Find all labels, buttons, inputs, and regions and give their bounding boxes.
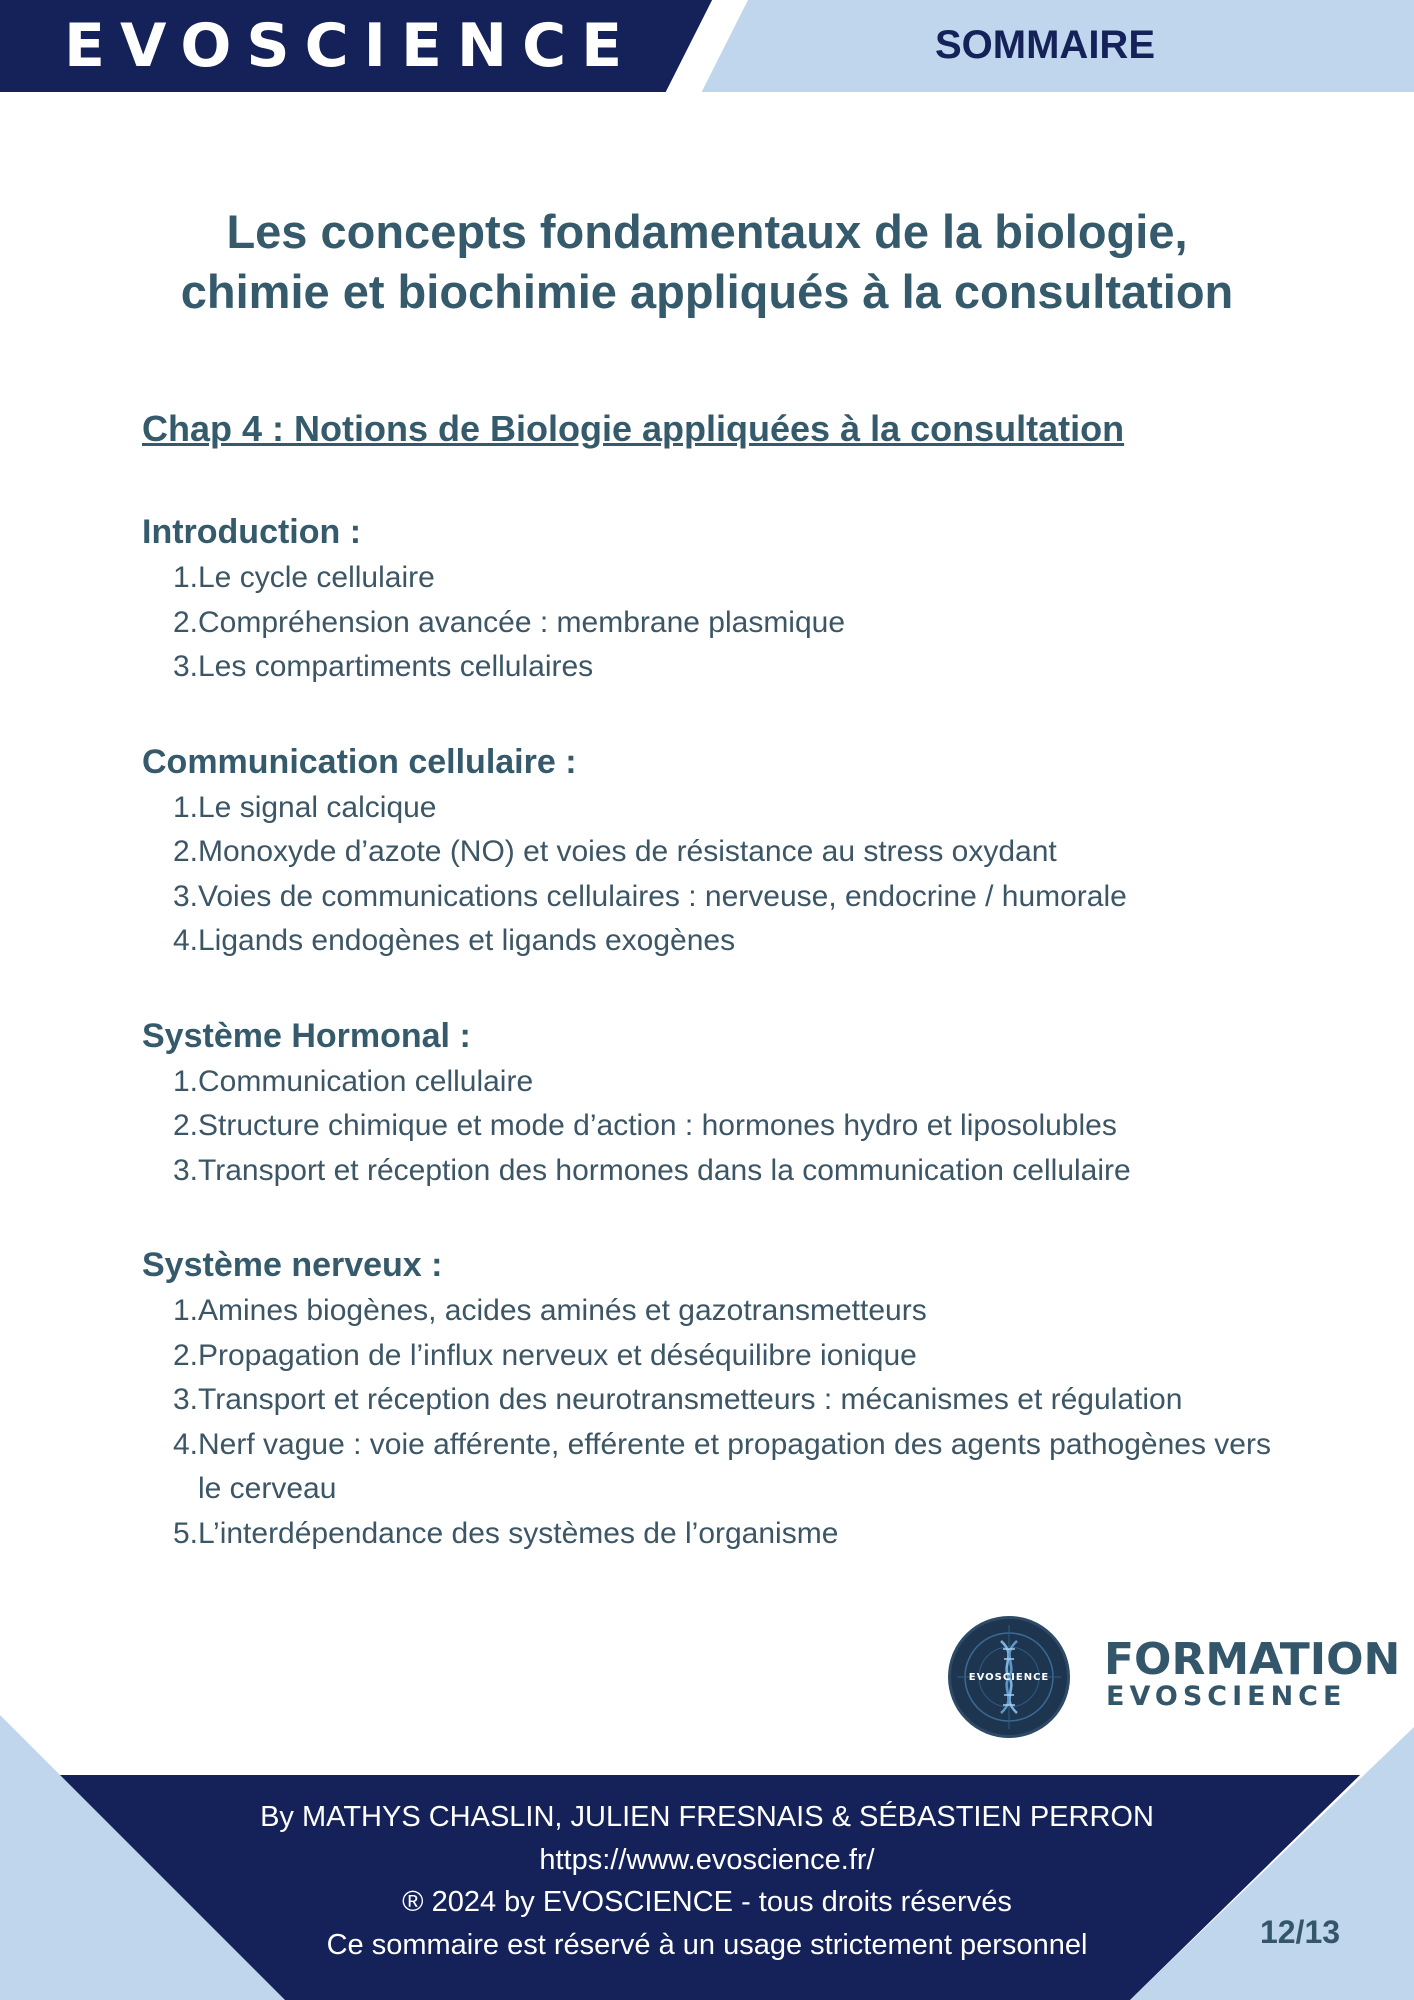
toc-item-text: Compréhension avancée : membrane plasmique — [198, 605, 846, 639]
toc-item — [142, 1423, 1302, 1512]
toc-item — [142, 1334, 1302, 1379]
toc-item-number: 1. — [172, 790, 198, 824]
toc-item-list — [142, 786, 1302, 964]
toc-section-title: Introduction : — [142, 513, 362, 551]
toc-item-number: 2. — [172, 1338, 198, 1372]
toc-item-text: Nerf vague : voie afférente, efférente et propagation des agents pathogènes vers le cerveau — [198, 1427, 1271, 1505]
toc-item-text: Le cycle cellulaire — [198, 561, 435, 594]
toc-item-number: 1. — [172, 1064, 198, 1098]
footer-copyright: ® 2024 by EVOSCIENCE - tous droits réservés — [402, 1886, 1012, 1918]
section-label: SOMMAIRE — [935, 23, 1155, 67]
toc-section-title: Système Hormonal : — [142, 1016, 471, 1055]
toc-item-list — [142, 556, 1302, 690]
toc-item — [142, 919, 1302, 964]
toc-item-text: Communication cellulaire — [198, 1064, 534, 1098]
toc-item-number: 5. — [172, 1516, 198, 1550]
toc-item-text: Amines biogènes, acides aminés et gazotransmetteurs — [198, 1294, 927, 1327]
footer-notice: Ce sommaire est réservé à un usage strictement personnel — [326, 1928, 1088, 1961]
toc-item — [142, 786, 1302, 831]
toc-item-number: 3. — [172, 1153, 198, 1187]
toc-section-title: Système nerveux : — [142, 1246, 443, 1284]
toc-item — [142, 1512, 1302, 1557]
toc-section — [142, 1241, 1302, 1556]
toc-item — [142, 601, 1302, 646]
toc-item — [142, 1149, 1302, 1194]
toc-item-text: Structure chimique et mode d’action : hormones hydro et liposolubles — [198, 1109, 1117, 1142]
toc-item-number: 3. — [172, 650, 198, 683]
formation-subtitle: EVOSCIENCE — [1106, 1681, 1347, 1712]
toc-item-text: Monoxyde d’azote (NO) et voies de résistance au stress oxydant — [198, 835, 1057, 868]
toc-item-number: 2. — [172, 605, 198, 639]
toc-item-text: Propagation de l’influx nerveux et déséquilibre ionique — [198, 1338, 917, 1372]
page-title-line-1: Les concepts fondamentaux de la biologie, — [226, 205, 1188, 258]
toc-item — [142, 1104, 1302, 1149]
logo-circle-text: EVOSCIENCE — [968, 1672, 1050, 1683]
footer-url[interactable]: https://www.evoscience.fr/ — [539, 1843, 875, 1876]
table-of-contents — [142, 508, 1302, 1604]
toc-item-number: 4. — [172, 924, 198, 957]
page-number: 12/13 — [1259, 1914, 1341, 1950]
toc-section-title: Communication cellulaire : — [142, 742, 577, 781]
page-title — [100, 202, 1314, 322]
toc-item-text: Les compartiments cellulaires — [198, 650, 594, 683]
toc-item-text: Le signal calcique — [198, 790, 437, 824]
toc-item-number: 4. — [172, 1427, 198, 1461]
toc-section — [142, 1012, 1302, 1194]
toc-item — [142, 645, 1302, 690]
toc-item-number: 1. — [172, 1294, 198, 1327]
toc-section — [142, 508, 1302, 690]
footer-authors: By MATHYS CHASLIN, JULIEN FRESNAIS & SÉBASTIEN PERRON — [260, 1801, 1154, 1833]
toc-section — [142, 738, 1302, 964]
toc-item-text: Voies de communications cellulaires : nerveuse, endocrine / humorale — [198, 879, 1127, 913]
toc-item — [142, 875, 1302, 920]
toc-item — [142, 830, 1302, 875]
toc-item-number: 2. — [172, 835, 198, 868]
toc-item — [142, 1060, 1302, 1105]
toc-item-number: 3. — [172, 1383, 198, 1416]
toc-item-list — [142, 1060, 1302, 1194]
toc-item-text: Ligands endogènes et ligands exogènes — [198, 924, 736, 957]
toc-item-text: Transport et réception des neurotransmetteurs : mécanismes et régulation — [198, 1383, 1183, 1416]
toc-item-number: 2. — [172, 1109, 198, 1142]
toc-item-text: Transport et réception des hormones dans la communication cellulaire — [198, 1153, 1131, 1187]
toc-item-number: 3. — [172, 879, 198, 913]
toc-item-text: L’interdépendance des systèmes de l’organisme — [198, 1516, 839, 1550]
toc-item — [142, 1378, 1302, 1423]
toc-item — [142, 1289, 1302, 1334]
formation-title: FORMATION — [1104, 1634, 1401, 1685]
toc-item-number: 1. — [172, 561, 198, 594]
toc-item-list — [142, 1289, 1302, 1556]
chapter-heading: Chap 4 : Notions de Biologie appliquées à la consultation — [142, 408, 1125, 449]
brand-logo-text: EVOSCIENCE — [64, 11, 638, 81]
footer-credits — [200, 1796, 1214, 1966]
toc-item — [142, 556, 1302, 601]
page-title-line-2: chimie et biochimie appliqués à la consultation — [180, 265, 1234, 318]
